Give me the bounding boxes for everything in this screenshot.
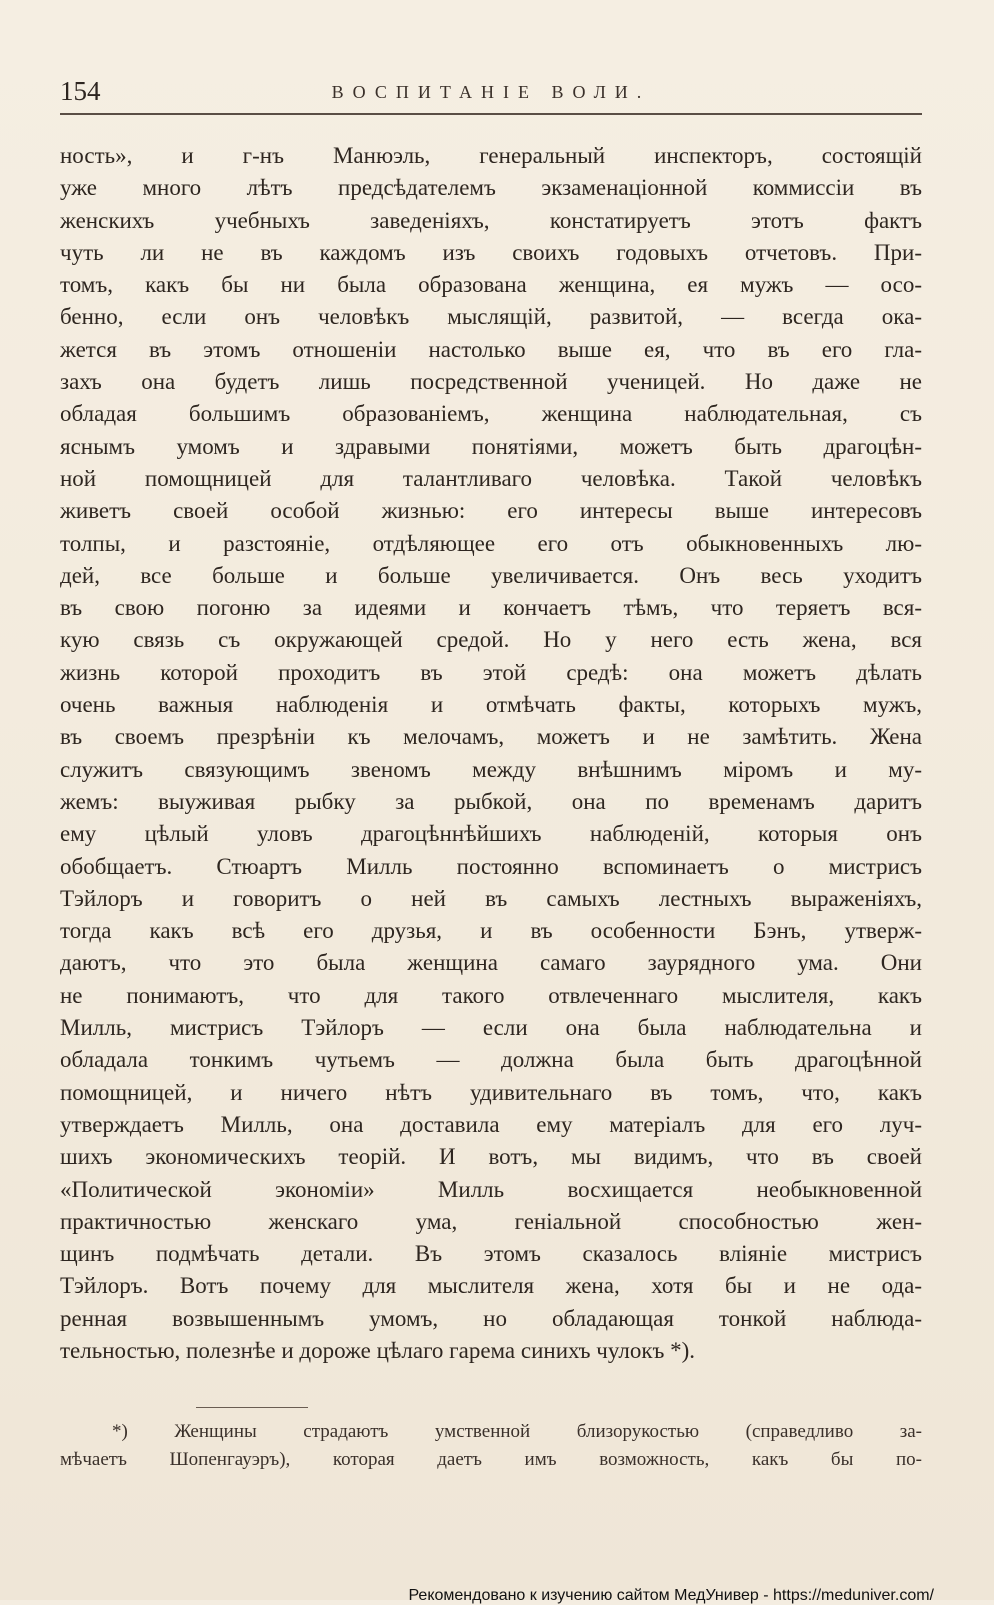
body-line: дей, все больше и больше увеличивается. Онъ весь уходитъ — [60, 562, 922, 588]
body-line: жизнь которой проходитъ въ этой средѣ: она можетъ дѣлать — [60, 659, 922, 685]
body-line: томъ, какъ бы ни была образована женщина, ея мужъ — осо- — [60, 272, 922, 298]
body-line: захъ она будетъ лишь посредственной ученицей. Но даже не — [60, 369, 922, 395]
body-line: жется въ этомъ отношеніи настолько выше ея, что въ его гла- — [60, 336, 922, 362]
body-line: обладая большимъ образованіемъ, женщина наблюдательная, съ — [60, 401, 922, 427]
body-line: чуть ли не въ каждомъ изъ своихъ годовыхъ отчетовъ. При- — [60, 239, 922, 265]
footnote-rule — [196, 1407, 308, 1408]
watermark-text[interactable]: Рекомендовано к изучению сайтом МедУнивер - https://meduniver.com/ — [408, 1587, 934, 1604]
body-line: служитъ связующимъ звеномъ между внѣшнимъ міромъ и му- — [60, 756, 922, 782]
page-number: 154 — [60, 76, 101, 106]
body-line: женскихъ учебныхъ заведеніяхъ, констатируетъ этотъ фактъ — [60, 207, 922, 233]
footnote-line: *) Женщины страдаютъ умственной близорукостью (справедливо за- — [112, 1421, 922, 1442]
body-line: жемъ: выуживая рыбку за рыбкой, она по временамъ даритъ — [60, 788, 922, 814]
footnote-line: мѣчаетъ Шопенгауэръ), которая даетъ имъ возможность, какъ бы по- — [60, 1449, 922, 1470]
page-header — [60, 74, 922, 114]
body-text — [60, 140, 922, 1367]
body-line: ренная возвышеннымъ умомъ, но обладающая тонкой наблюда- — [60, 1305, 922, 1331]
body-line: живетъ своей особой жизнью: его интересы выше интересовъ — [60, 498, 922, 524]
body-line: тогда какъ всѣ его друзья, и въ особенности Бэнъ, утверж- — [60, 918, 922, 944]
body-line: бенно, если онъ человѣкъ мыслящій, развитой, — всегда ока- — [60, 304, 922, 330]
body-line: ему цѣлый уловъ драгоцѣннѣйшихъ наблюденій, которыя онъ — [60, 821, 922, 847]
body-line: Тэйлоръ. Вотъ почему для мыслителя жена, хотя бы и не ода- — [60, 1273, 922, 1299]
body-line: Тэйлоръ и говоритъ о ней въ самыхъ лестныхъ выраженіяхъ, — [60, 885, 922, 911]
header-rule — [60, 113, 922, 115]
body-line: очень важныя наблюденія и отмѣчать факты, которыхъ мужъ, — [60, 692, 922, 718]
body-line: не понимаютъ, что для такого отвлеченнаго мыслителя, какъ — [60, 982, 922, 1008]
body-line: ность», и г-нъ Манюэль, генеральный инспекторъ, состоящій — [60, 143, 922, 168]
footnotes — [60, 1418, 922, 1474]
body-line: толпы, и разстояніе, отдѣляющее его отъ обыкновенныхъ лю- — [60, 530, 922, 556]
body-line: шихъ экономическихъ теорій. И вотъ, мы видимъ, что въ своей — [60, 1144, 922, 1170]
running-title: ВОСПИТАНІЕ ВОЛИ. — [331, 82, 651, 102]
body-line: Милль, мистрисъ Тэйлоръ — если она была наблюдательна и — [60, 1015, 922, 1041]
body-line: уже много лѣтъ предсѣдателемъ экзаменаціонной коммиссіи въ — [60, 175, 922, 201]
body-line: въ своемъ презрѣніи къ мелочамъ, можетъ и не замѣтить. Жена — [60, 724, 922, 750]
body-line: кую связь съ окружающей средой. Но у него есть жена, вся — [60, 627, 922, 653]
body-line: обладала тонкимъ чутьемъ — должна была быть драгоцѣнной — [60, 1047, 922, 1073]
body-line: помощницей, и ничего нѣтъ удивительнаго въ томъ, что, какъ — [60, 1079, 922, 1105]
body-line: щинъ подмѣчать детали. Въ этомъ сказалось вліяніе мистрисъ — [60, 1241, 922, 1267]
body-line: даютъ, что это была женщина самаго заурядного ума. Они — [60, 950, 922, 976]
body-line: въ свою погоню за идеями и кончаетъ тѣмъ, что теряетъ вся- — [60, 595, 922, 621]
body-line: ной помощницей для талантливаго человѣка. Такой человѣкъ — [60, 465, 922, 491]
body-line: «Политической экономіи» Милль восхищается необыкновенной — [60, 1176, 922, 1202]
body-line: яснымъ умомъ и здравыми понятіями, можетъ быть драгоцѣн- — [60, 433, 922, 459]
body-line: утверждаетъ Милль, она доставила ему матеріалъ для его луч- — [60, 1111, 922, 1137]
body-line: обобщаетъ. Стюартъ Милль постоянно вспоминаетъ о мистрисъ — [60, 853, 922, 879]
body-line: тельностью, полезнѣе и дороже цѣлаго гарема синихъ чулокъ *). — [60, 1337, 696, 1363]
body-line: практичностью женскаго ума, геніальной способностью жен- — [60, 1208, 922, 1234]
